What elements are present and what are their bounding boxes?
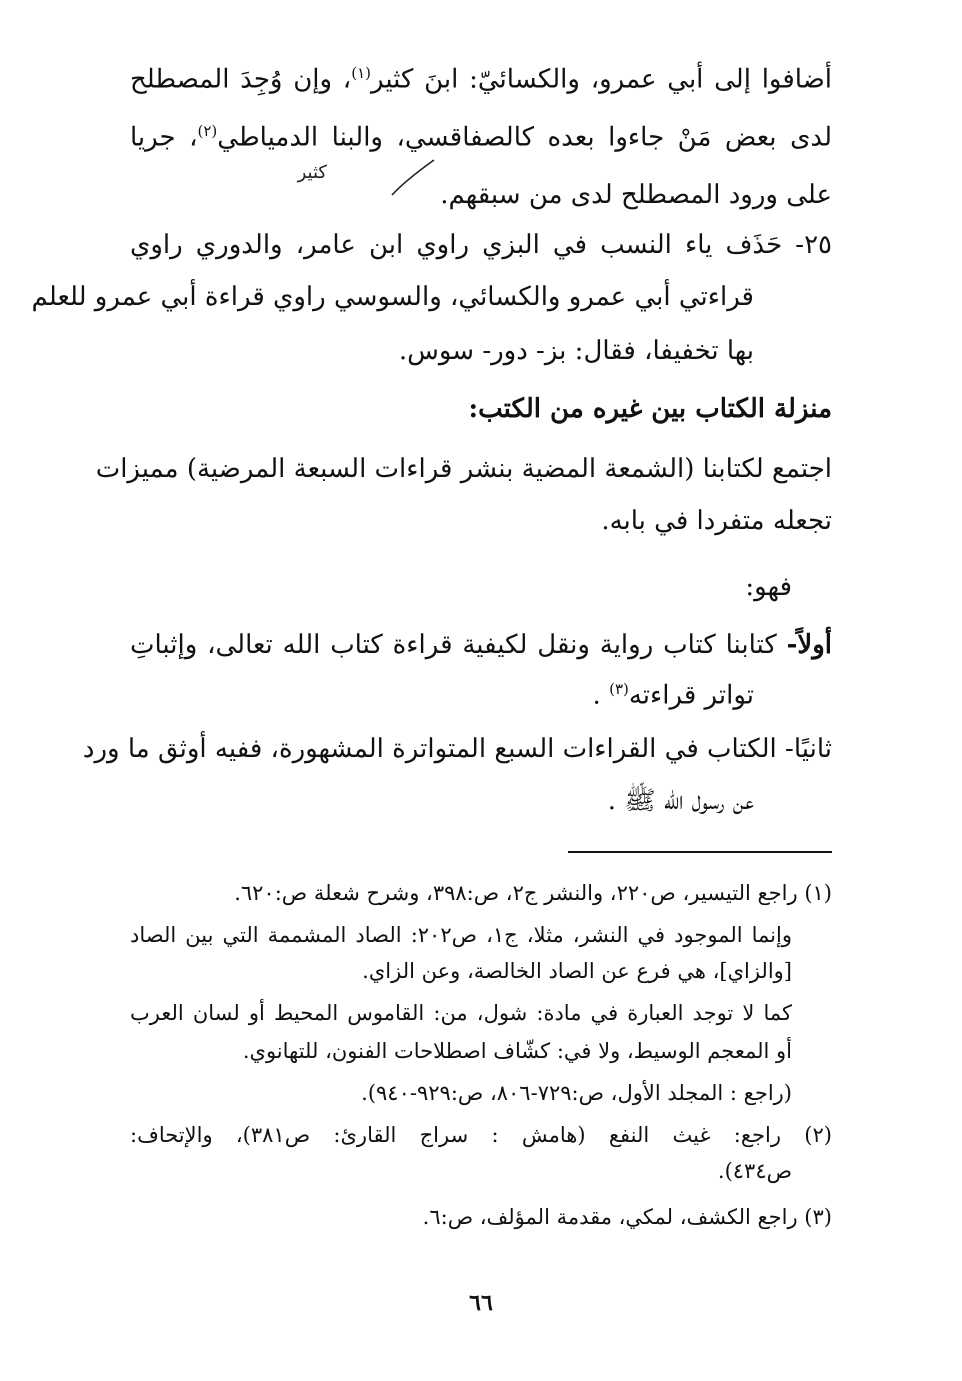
footnote-ref-2: (٢)	[197, 122, 218, 140]
first-point-line-2: تواتر قراءته$^{(٣)}$ .	[592, 680, 754, 711]
footnote-2-line-2: ص٤٣٤).	[717, 1159, 792, 1183]
handwritten-note: كثير	[297, 162, 327, 183]
footnote-1-line-4: كما لا توجد العبارة في مادة: شول، من: القاموس المحيط أو لسان العرب	[130, 1001, 792, 1025]
footnote-3-line-1: (٣) راجع الكشف، لمكي، مقدمة المؤلف، ص:٦.	[422, 1205, 832, 1229]
footnote-1-line-1: (١) راجع التيسير، ص٢٢٠، والنشر ج٢، ص:٣٩٨، وشرح شعلة ص:٦٢٠.	[234, 881, 832, 905]
first-point-line-1: أولاً- كتابنا كتاب رواية ونقل لكيفية قراءة كتاب الله تعالى، وإثباتِ	[130, 630, 833, 660]
fahuwa-label: فهو:	[745, 572, 792, 602]
paragraph-line-2: تجعله متفردا في بابه.	[601, 506, 832, 536]
second-point-line-2: عن رسول الله ﷺ .	[607, 786, 754, 816]
section-heading: منزلة الكتاب بين غيره من الكتب:	[468, 394, 832, 424]
body-line-3: على ورود المصطلح لدى من سبقهم.	[440, 180, 832, 210]
handwritten-annotation	[0, 0, 962, 260]
item-25-line-3: بها تخفيفا، فقال: بز- دور- سوس.	[398, 336, 754, 366]
second-point-line-1: ثانيًا- الكتاب في القراءات السبع المتواترة المشهورة، ففيه أوثق ما ورد	[82, 734, 832, 764]
paragraph-line-1: اجتمع لكتابنا (الشمعة المضية بنشر قراءات السبعة المرضية) مميزات	[95, 454, 832, 484]
body-line-2: لدى بعض مَنْ جاءوا بعده كالصفاقسي، والبنا الدمياطي$^{(٢)}$، جريا	[130, 122, 832, 153]
footnote-1-line-3: [والزاي]، هي فرع عن الصاد الخالصة، وعن الزاي.	[362, 959, 792, 983]
footnote-divider	[568, 851, 832, 853]
footnote-1-line-5: أو المعجم الوسيط، ولا في: كشّاف اصطلاحات الفنون، للتهانوي.	[242, 1039, 792, 1063]
footnote-1-line-6: (راجع : المجلد الأول، ص:٧٢٩-٨٠٦، ص:٩٢٩-٩٤٠).	[361, 1081, 792, 1105]
page-number: ٦٦	[469, 1290, 493, 1316]
footnote-ref-3: (٣)	[609, 680, 629, 698]
item-25-line-1: ٢٥- حَذَف ياء النسب في البزي راوي ابن عامر، والدوري راوي	[130, 230, 832, 260]
body-line-1: أضافوا إلى أبي عمرو، والكسائيّ: ابنَ كثير$^{(١)}$، وإن وُجِدَ المصطلح	[130, 64, 832, 95]
footnote-2-line-1: (٢) راجع: غيث النفع (هامش : سراج القارئ: ص٣٨١)، والإتحاف:	[130, 1123, 832, 1147]
item-25-line-2: قراءتي أبي عمرو والكسائي، والسوسي راوي قراءة أبي عمرو للعلم	[31, 282, 754, 312]
second-point-label: ثانيًا-	[785, 734, 832, 764]
footnote-ref-1: (١)	[351, 64, 371, 82]
first-point-label: أولاً-	[786, 630, 833, 660]
footnote-1-line-2: وإنما الموجود في النشر، مثلا، ج١، ص٢٠٢: الصاد المشممة التي بين الصاد	[130, 923, 792, 947]
